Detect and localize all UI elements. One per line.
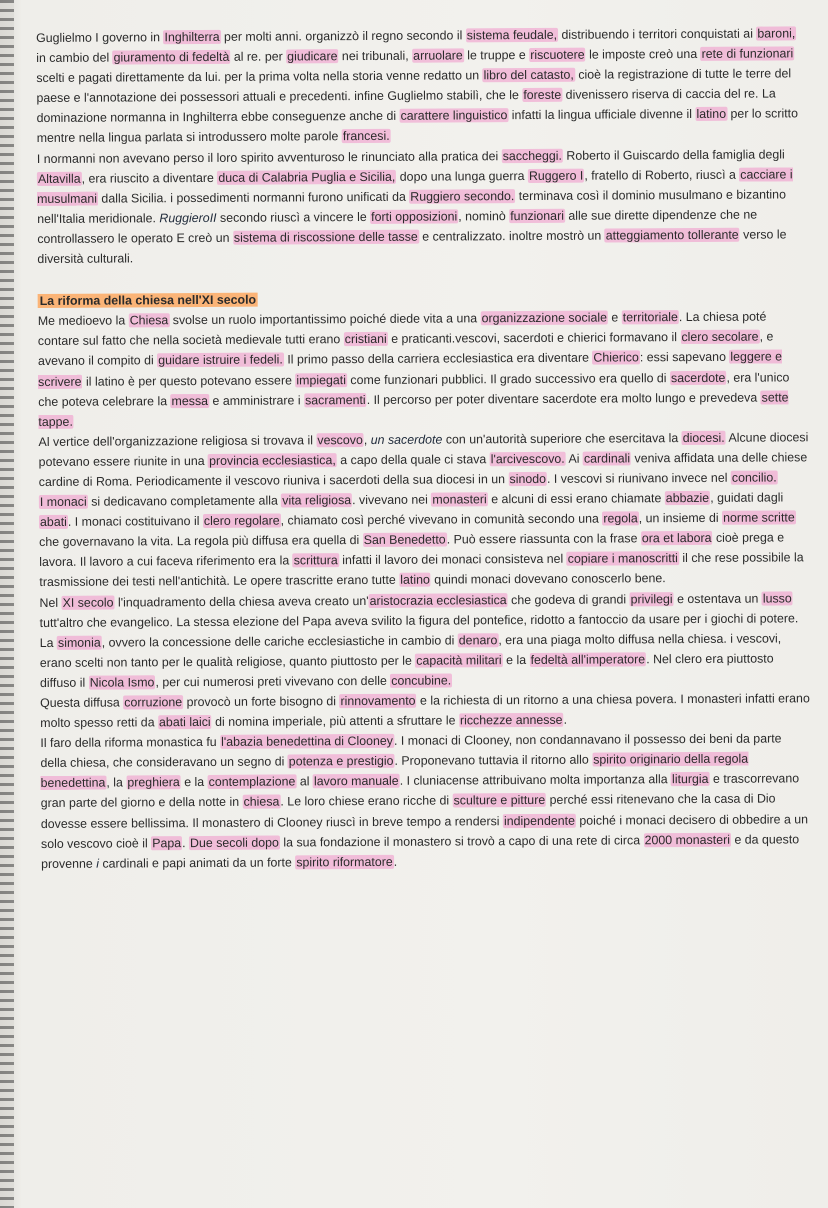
text-run: , la	[106, 775, 127, 790]
text-run: e la richiesta di un ritorno a una chiesa povera. I monasteri infatti erano molto spesso retti da	[40, 691, 810, 731]
text-run: e da questo provenne	[41, 832, 800, 871]
text-run: al	[296, 774, 313, 789]
church-reform-section	[38, 307, 811, 874]
text-run: . Nel clero era piuttosto diffuso il	[39, 651, 774, 690]
highlighted-text: baroni,	[757, 26, 796, 41]
text-run: al re. per	[230, 49, 287, 64]
text-run: il che rese possibile la trasmissione dei testi nell'antichità. Le opere trascritte erano tutte	[39, 550, 804, 590]
text-run: , ovvero la concessione delle cariche ecclesiastiche in cambio di	[101, 633, 458, 650]
text-run: Ai	[565, 451, 583, 466]
highlighted-text: XI secolo	[62, 595, 114, 610]
text-run: secondo riuscì a vincere le	[216, 209, 371, 225]
highlighted-text: potenza e prestigio	[288, 754, 394, 769]
text-run: , fratello di Roberto, riuscì a	[584, 167, 740, 183]
text-run: come funzionari pubblici. Il grado successivo era quello di	[346, 370, 671, 387]
text-run: che godeva di grandi	[507, 591, 630, 607]
text-run: , e avevano il compito di	[37, 329, 774, 369]
text-run: le imposte creò una	[585, 47, 701, 62]
text-run: dopo una lunga guerra	[396, 168, 528, 184]
text-run: dalla Sicilia. i possedimenti normanni furono unificati da	[97, 189, 410, 206]
text-run: perché essi ritenevano che la casa di Dio dovesse essere bellissima. Il monastero di Clooney riuscì in breve tempo a rendersi	[40, 791, 776, 831]
section-heading: La riforma della chiesa nell'XI secolo	[39, 292, 257, 309]
highlighted-text: spirito riformatore	[296, 854, 393, 870]
text-run: divenissero riserva di caccia del re. La dominazione normanna in Inghilterra ebbe conseguenze anche di	[36, 86, 776, 126]
highlighted-text: libro del catasto,	[483, 67, 574, 83]
text-run: scelti e pagati direttamente da lui. per la prima volta nella storia venne redatto un	[36, 68, 483, 86]
text-run: , per cui numerosi preti vivevano con delle	[155, 673, 391, 690]
text-run: che governavano la vita. La regola più diffusa era quella di	[39, 533, 363, 550]
highlighted-text: copiare i manoscritti	[567, 551, 678, 567]
text-run: tutt'altro che evangelico. La stessa elezione del Papa aveva svilito la figura del pontefice, ridotto a fantoccio da usare per i giochi di potere. La	[39, 610, 799, 650]
highlighted-text: ora et labora	[641, 531, 712, 546]
highlighted-text: messa	[171, 393, 209, 408]
text-run: Nel	[39, 595, 62, 610]
highlighted-text: organizzazione sociale	[481, 310, 608, 326]
paragraph	[37, 144, 808, 269]
text-run: Guglielmo I governo in	[36, 30, 164, 45]
highlighted-text: corruzione	[124, 695, 183, 710]
highlighted-text: abati laici	[158, 715, 211, 730]
text-run: , era riuscito a diventare	[81, 170, 218, 186]
highlighted-text: simonia	[57, 635, 101, 650]
paragraph	[36, 23, 807, 148]
highlighted-text: leggere e scrivere	[38, 349, 783, 389]
text-run: .	[563, 712, 568, 727]
text-run: , era una piaga molto diffusa nella chiesa. i vescovi, erano scelti non tanto per le qualità religiose, quanto piuttosto per le	[39, 631, 782, 670]
highlighted-text: clero regolare	[203, 513, 280, 529]
highlighted-text: contemplazione	[208, 774, 296, 790]
highlighted-text: atteggiamento tollerante	[605, 227, 739, 243]
highlighted-text: riscuotere	[530, 47, 585, 63]
text-run: con un'autorità superiore che esercitava la	[442, 430, 682, 447]
text-run: alle sue dirette dipendenze che ne controllassero le operato E creò un	[37, 207, 758, 246]
highlighted-text: scrittura	[293, 553, 338, 568]
text-run: , chiamato così perché vivevano in comunità secondo una	[280, 511, 603, 528]
highlighted-text: duca di Calabria Puglia e Sicilia,	[218, 169, 396, 185]
highlighted-text: giudicare	[287, 49, 338, 64]
text-run: a capo della quale ci stava	[336, 452, 490, 468]
text-run: e amministrare i	[208, 392, 305, 408]
highlighted-text: Papa	[152, 835, 182, 850]
text-run: il latino è per questo potevano essere	[82, 372, 296, 389]
text-run: e alcuni di essi erano chiamate	[487, 491, 665, 507]
text-run: infatti il lavoro dei monaci consisteva nel	[338, 552, 567, 568]
text-run: Questa diffusa	[40, 695, 124, 710]
text-run: in cambio del	[36, 50, 113, 66]
normans-section	[36, 23, 807, 269]
highlighted-text: sette tappe.	[38, 390, 789, 429]
highlighted-text: regola	[603, 511, 638, 526]
spiral-binding	[0, 0, 14, 1208]
highlighted-text: vita religiosa	[282, 493, 352, 508]
highlighted-text: lusso	[762, 590, 792, 606]
text-run: le truppe e	[463, 48, 530, 63]
highlighted-text: francesi.	[342, 129, 390, 144]
highlighted-text: carattere linguistico	[400, 108, 508, 124]
paragraph	[40, 688, 810, 733]
text-run: e ostentava un	[673, 591, 762, 606]
text-run: cioè la registrazione di tutte le terre del paese e l'annotazione dei possessori attuali e precedenti. infine Guglielmo stabilì, che le	[36, 66, 792, 106]
text-run: Il faro della riforma monastica fu	[40, 735, 221, 751]
paragraph	[39, 588, 810, 693]
text-run: I normanni non avevano perso il loro spirito avventuroso le rinunciato alla pratica dei	[36, 148, 502, 166]
highlighted-text: giuramento di fedeltà	[113, 49, 230, 65]
text-run: svolse un ruolo importantissimo poiché diede vita a una	[169, 311, 481, 328]
highlighted-text: l'arcivescovo.	[490, 451, 565, 467]
text-run: e praticanti.vescovi, sacerdoti e chierici formavano il	[387, 330, 681, 347]
highlighted-text: arruolare	[413, 48, 463, 63]
text-run: infatti la lingua ufficiale divenne il	[508, 107, 696, 123]
highlighted-text: sacerdote	[670, 370, 726, 385]
text-run: e la	[502, 652, 530, 667]
text-run: . I vescovi si riunivano invece nel	[546, 470, 731, 486]
highlighted-text: concilio.	[731, 470, 777, 485]
highlighted-text: privilegi	[630, 591, 673, 606]
highlighted-text: monasteri	[432, 492, 487, 507]
paragraph	[38, 307, 809, 432]
highlighted-text: norme scritte	[723, 510, 795, 525]
highlighted-text: abati	[39, 514, 67, 530]
handwritten-note: un sacerdote	[370, 432, 443, 447]
highlighted-text: saccheggi.	[502, 148, 563, 163]
highlighted-text: indipendente	[503, 813, 575, 828]
highlighted-text: abbazie	[665, 490, 710, 506]
text-run: di nomina imperiale, più attenti a sfruttare le	[211, 713, 459, 730]
text-run: Al vertice dell'organizzazione religiosa si trovava il	[38, 433, 317, 449]
highlighted-text: preghiera	[127, 775, 180, 790]
text-run: Roberto il Guiscardo della famiglia degli	[562, 146, 785, 163]
highlighted-text: aristocrazia ecclesiastica	[369, 592, 507, 608]
highlighted-text: latino	[400, 573, 430, 588]
highlighted-text: Inghilterra	[164, 29, 220, 45]
text-run: nei tribunali,	[338, 48, 413, 64]
text-run: e trascorrevano gran parte del giorno e della notte in	[40, 771, 800, 811]
text-run: ,	[363, 432, 371, 447]
text-run: . La chiesa poté contare sul fatto che nella società medievale tutti erano	[37, 309, 767, 349]
highlighted-text: clero secolare	[681, 329, 759, 345]
highlighted-text: cardinali	[583, 451, 631, 466]
highlighted-text: denaro	[458, 632, 498, 648]
text-run: . Le loro chiese erano ricche di	[280, 793, 453, 809]
text-run: . I monaci di Clooney, non condannavano il possesso dei beni da parte della chiesa, che consideravano un segno di	[40, 731, 782, 771]
highlighted-text: Altavilla	[37, 171, 81, 186]
text-run: : essi sapevano	[639, 350, 730, 365]
text-run: Me medioevo la	[37, 313, 129, 329]
highlighted-text: fedeltà all'imperatore	[530, 652, 646, 667]
text-run: quindi monaci dovevano conoscerlo bene.	[430, 571, 666, 588]
text-run: verso le diversità culturali.	[37, 227, 787, 267]
document-body	[36, 23, 811, 874]
highlighted-text: latino	[696, 107, 727, 122]
text-run: .	[393, 854, 398, 869]
text-run: . Proponevano tuttavia il ritorno allo	[394, 752, 593, 769]
text-run: . Il percorso per poter diventare sacerdote era molto lungo e prevedeva	[366, 390, 761, 407]
text-run: . vivevano nei	[352, 492, 432, 508]
text-run: veniva affidata una delle chiese cardine di Roma. Periodicamente il vescovo riuniva i sacerdoti della sua diocesi in un	[38, 450, 808, 489]
text-run: la sua fondazione il monastero si trovò a capo di una rete di circa	[279, 832, 644, 850]
highlighted-text: sculture e pitture	[453, 793, 546, 808]
text-run: , nominò	[458, 208, 510, 224]
text-run: .	[182, 835, 190, 850]
text-run: terminava così il dominio musulmano e bizantino nell'Italia meridionale.	[37, 187, 786, 226]
text-run: l'inquadramento della chiesa aveva creato un'	[114, 593, 369, 610]
text-run: Alcune diocesi potevano essere riunite in una	[38, 430, 809, 469]
highlighted-text: concubine.	[391, 673, 452, 688]
text-run: cioè prega e lavora. Il lavoro a cui faceva riferimento era la	[39, 530, 785, 570]
highlighted-text: sistema feudale,	[466, 27, 558, 43]
highlighted-text: territoriale	[622, 310, 678, 325]
highlighted-text: provincia ecclesiastica,	[209, 453, 336, 468]
text-run: Il primo passo della carriera ecclesiastica era diventare	[283, 351, 593, 367]
highlighted-text: I monaci	[39, 494, 87, 510]
highlighted-text: 2000 monasteri	[644, 832, 731, 847]
highlighted-text: cacciare i musulmani	[37, 167, 793, 206]
highlighted-text: l'abazia benedettina di Clooney	[221, 734, 393, 750]
text-run: cardinali e papi animati da un forte	[98, 855, 296, 871]
highlighted-text: sacramenti	[305, 392, 366, 407]
text-run: , era l'unico che poteva celebrare la	[38, 369, 790, 409]
handwritten-note: RuggieroII	[159, 210, 217, 226]
highlighted-text: cristiani	[344, 332, 387, 347]
highlighted-text: vescovo	[317, 432, 363, 448]
text-run: . I cluniacense attribuivano molta importanza alla	[399, 772, 672, 789]
highlighted-text: funzionari	[510, 208, 564, 223]
text-run: . I monaci costituivano il	[67, 514, 203, 529]
highlighted-text: sinodo	[509, 471, 547, 487]
highlighted-text: rete di funzionari	[701, 46, 794, 62]
text-run: e centralizzato. inoltre mostrò un	[418, 228, 605, 244]
handwritten-note: i	[96, 856, 100, 871]
highlighted-text: ricchezze annesse	[459, 712, 563, 728]
text-run: distribuendo i territori conquistati ai	[557, 26, 757, 42]
text-run: , un insieme di	[638, 510, 723, 526]
highlighted-text: Nicola Ismo	[89, 675, 155, 690]
highlighted-text: chiesa	[243, 794, 280, 810]
highlighted-text: Chierico	[593, 350, 639, 366]
highlighted-text: spirito originario della regola benedettina	[40, 751, 749, 791]
highlighted-text: Due secoli dopo	[189, 835, 279, 850]
paragraph	[39, 487, 810, 592]
text-run: , guidati dagli	[710, 490, 784, 505]
text-run: per lo scritto mentre nella lingua parlata si introdussero molte parole	[36, 106, 799, 146]
highlighted-text: guidare istruire i fedeli.	[158, 352, 283, 368]
text-run: poiché i monaci decisero di obbedire a un solo vescovo cioè il	[40, 811, 809, 851]
highlighted-text: impiegati	[296, 372, 347, 387]
highlighted-text: Ruggiero secondo.	[410, 188, 515, 204]
highlighted-text: diocesi.	[682, 430, 725, 445]
text-run: provocò un forte bisogno di	[183, 694, 340, 710]
highlighted-text: foreste	[523, 88, 562, 103]
highlighted-text: liturgia	[671, 772, 709, 787]
text-run: . Può essere riassunta con la frase	[446, 531, 641, 547]
highlighted-text: sistema di riscossione delle tasse	[233, 229, 418, 245]
paragraph	[40, 728, 811, 873]
highlighted-text: capacità militari	[416, 652, 502, 668]
highlighted-text: forti opposizioni	[371, 209, 458, 224]
highlighted-text: Chiesa	[129, 313, 169, 328]
text-run: e la	[180, 775, 208, 790]
text-run: e	[607, 310, 622, 325]
highlighted-text: Ruggero I	[528, 168, 584, 183]
highlighted-text: lavoro manuale	[313, 774, 399, 789]
text-run: si dedicavano completamente alla	[87, 493, 282, 509]
highlighted-text: San Benedetto	[363, 532, 446, 548]
text-run: per molti anni. organizzò il regno secondo il	[220, 28, 466, 44]
highlighted-text: rinnovamento	[340, 693, 416, 709]
paragraph	[38, 427, 808, 492]
